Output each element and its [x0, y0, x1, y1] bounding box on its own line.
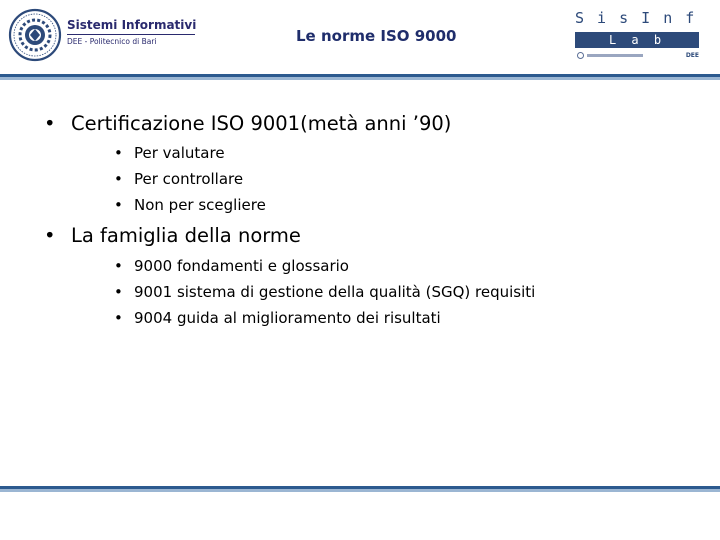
- sisinf-lab-logo-icon: [575, 8, 703, 60]
- bullet-text: La famiglia della norme: [71, 224, 301, 247]
- lab-logo-badge: DEE: [685, 52, 699, 59]
- seal-mini-icon: [577, 52, 584, 59]
- bullet-icon: •: [44, 224, 56, 247]
- organization-title: Sistemi Informativi: [67, 18, 197, 32]
- politecnico-seal-icon: [8, 6, 62, 64]
- lab-logo-top-text: S i s I n f: [575, 9, 697, 27]
- lab-logo-bar-text: L a b: [575, 32, 699, 48]
- organization-block: [67, 18, 196, 46]
- bullet-icon: •: [44, 112, 56, 135]
- sub-bullet-item: [114, 170, 243, 188]
- bullet-text: Certificazione ISO 9001(metà anni ’90): [71, 112, 452, 135]
- lab-logo-fine-print: [587, 54, 643, 57]
- slide-title: Le norme ISO 9000: [296, 27, 457, 45]
- bullet-icon: •: [114, 196, 123, 214]
- sub-bullet-item: [114, 283, 535, 301]
- sub-bullet-text: 9001 sistema di gestione della qualità (SGQ) requisiti: [134, 283, 536, 301]
- sub-bullet-text: Per controllare: [134, 170, 244, 188]
- sub-bullet-text: 9000 fondamenti e glossario: [134, 257, 349, 275]
- lab-logo-footer: [575, 51, 703, 61]
- sub-bullet-item: [114, 257, 349, 275]
- bullet-icon: •: [114, 257, 123, 275]
- bullet-icon: •: [114, 144, 123, 162]
- bullet-item: [44, 112, 451, 135]
- bullet-icon: •: [114, 283, 123, 301]
- organization-subtitle: DEE - Politecnico di Bari: [67, 37, 157, 46]
- header-divider-band: [0, 74, 720, 80]
- sub-bullet-text: 9004 guida al miglioramento dei risultati: [134, 309, 441, 327]
- bullet-icon: •: [114, 309, 123, 327]
- sub-bullet-text: Non per scegliere: [134, 196, 266, 214]
- sub-bullet-text: Per valutare: [134, 144, 225, 162]
- sub-bullet-item: [114, 196, 266, 214]
- bullet-item: [44, 224, 301, 247]
- sub-bullet-item: [114, 144, 225, 162]
- sub-bullet-item: [114, 309, 441, 327]
- footer-divider-band: [0, 486, 720, 492]
- organization-divider: [67, 34, 195, 35]
- bullet-icon: •: [114, 170, 123, 188]
